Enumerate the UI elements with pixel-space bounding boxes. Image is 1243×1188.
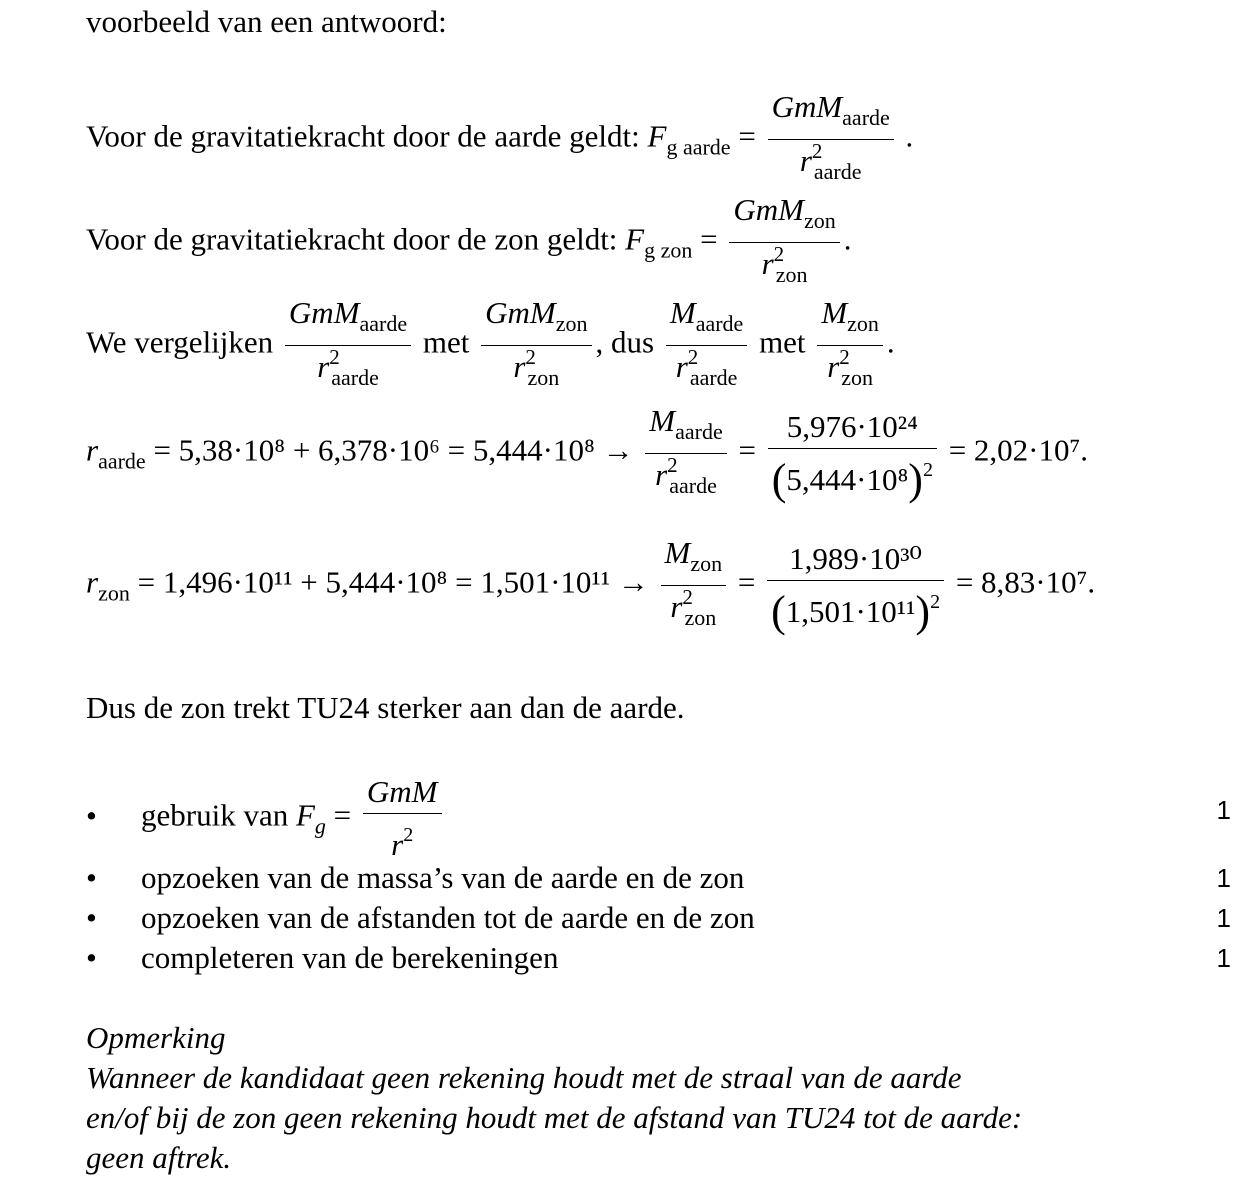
note-line: en/of bij de zon geen rekening houdt met de afstand van TU24 tot de aarde: [86, 1100, 1023, 1135]
fraction-zon: GmM$_{zon}$ r 2 $_{zon}$ [729, 191, 839, 294]
score-value: 1 [1216, 795, 1231, 825]
list-item: • opzoeken van de massa’s van de aarde en de zon [86, 860, 745, 895]
calc-line-aarde: $r_{aarde} = 5,38\cdot 10^8 + 6,378\cdot 10^6 = 5,444\cdot 10^8$ → $M_{aarde}$ r 2 $_{aarde}$ = $\frac{\text{5,976·10²⁴}}{(5,444\cdot 10^8)^2}$ = 2,02·10⁷. [86, 403, 1089, 504]
note-line: Wanneer de kandidaat geen rekening houdt met de straal van de aarde [86, 1060, 962, 1095]
score-value: 1 [1216, 863, 1231, 893]
list-item: • completeren van de berekeningen [86, 940, 559, 975]
formula-aarde-label: Voor de gravitatiekracht door de aarde geldt: [86, 118, 640, 154]
conclusion-text: Dus de zon trekt TU24 sterker aan dan de aarde. [86, 690, 685, 725]
calc-line-zon: $r_{zon} = 1,496\cdot 10^{11} + 5,444\cdot 10^8 = 1,501\cdot 10^{11}$ → $M_{zon}$ r 2 $_{zon}$ = $\frac{\text{1,989·10³⁰}}{(1,501\cdot 10^{11})^2}$ = 8,83·10⁷. [86, 535, 1096, 636]
comparison-line: We vergelijken GmM$_{aarde}$ r 2 $_{aarde}$ met GmM$_{zon}$ r 2 $_{zon}$ , dus $M_{aarde}$ r 2 $_{aarde}$ met $M_{zon}$ r 2 $_{zon}$ . [86, 295, 895, 390]
formula-line-aarde: Voor de gravitatiekracht door de aarde geldt: $F_{g aarde}$ = GmM$_{aarde}$ r 2 $_{aarde}$ . [86, 88, 913, 191]
fraction-aarde: GmM$_{aarde}$ r 2 $_{aarde}$ [768, 88, 894, 191]
intro-text: voorbeeld van een antwoord: [86, 4, 447, 39]
note-title: Opmerking [86, 1020, 226, 1055]
list-item: • opzoeken van de afstanden tot de aarde en de zon [86, 900, 755, 935]
score-value: 1 [1216, 903, 1231, 933]
formula-zon-label: Voor de gravitatiekracht door de zon geldt: [86, 221, 618, 257]
score-value: 1 [1216, 943, 1231, 973]
note-line: geen aftrek. [86, 1140, 232, 1175]
list-item: • gebruik van $F_g$ = $\frac{\text{GmM}}{r^2}$ [86, 773, 446, 864]
formula-line-zon: Voor de gravitatiekracht door de zon geldt: $F_{g zon}$ = GmM$_{zon}$ r 2 $_{zon}$ . [86, 191, 851, 294]
